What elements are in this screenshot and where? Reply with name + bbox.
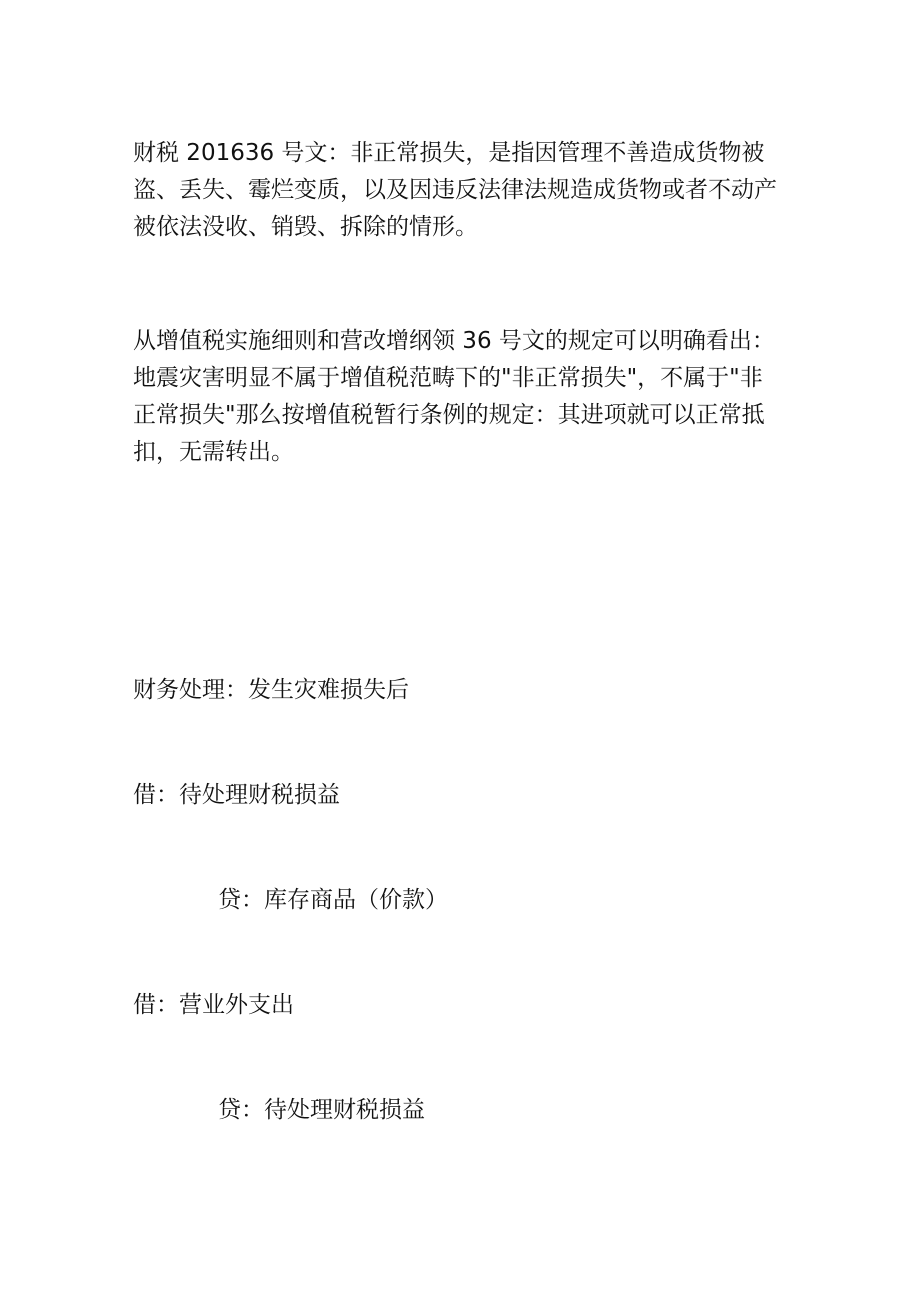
accounting-heading: 财务处理：发生灾难损失后 [133, 677, 409, 703]
journal-entry-credit-2: 贷：待处理财税损益 [218, 1097, 425, 1123]
paragraph-line: 扣，无需转出。 [133, 439, 294, 465]
paragraph-line: 财税 201636 号文：非正常损失，是指因管理不善造成货物被 [133, 140, 765, 166]
journal-entry-debit-2: 借：营业外支出 [133, 992, 294, 1018]
journal-entry-debit-1: 借：待处理财税损益 [133, 782, 340, 808]
paragraph-definition [133, 135, 785, 246]
paragraph-line: 被依法没收、销毁、拆除的情形。 [133, 214, 478, 240]
paragraph-analysis [133, 323, 785, 471]
paragraph-line: 地震灾害明显不属于增值税范畴下的"非正常损失"，不属于"非 [133, 365, 763, 391]
paragraph-line: 盗、丢失、霉烂变质，以及因违反法律法规造成货物或者不动产 [133, 177, 777, 203]
paragraph-line: 正常损失"那么按增值税暂行条例的规定：其进项就可以正常抵 [133, 402, 765, 428]
journal-entry-credit-1: 贷：库存商品（价款） [218, 887, 448, 913]
paragraph-line: 从增值税实施细则和营改增纲领 36 号文的规定可以明确看出： [133, 328, 775, 354]
